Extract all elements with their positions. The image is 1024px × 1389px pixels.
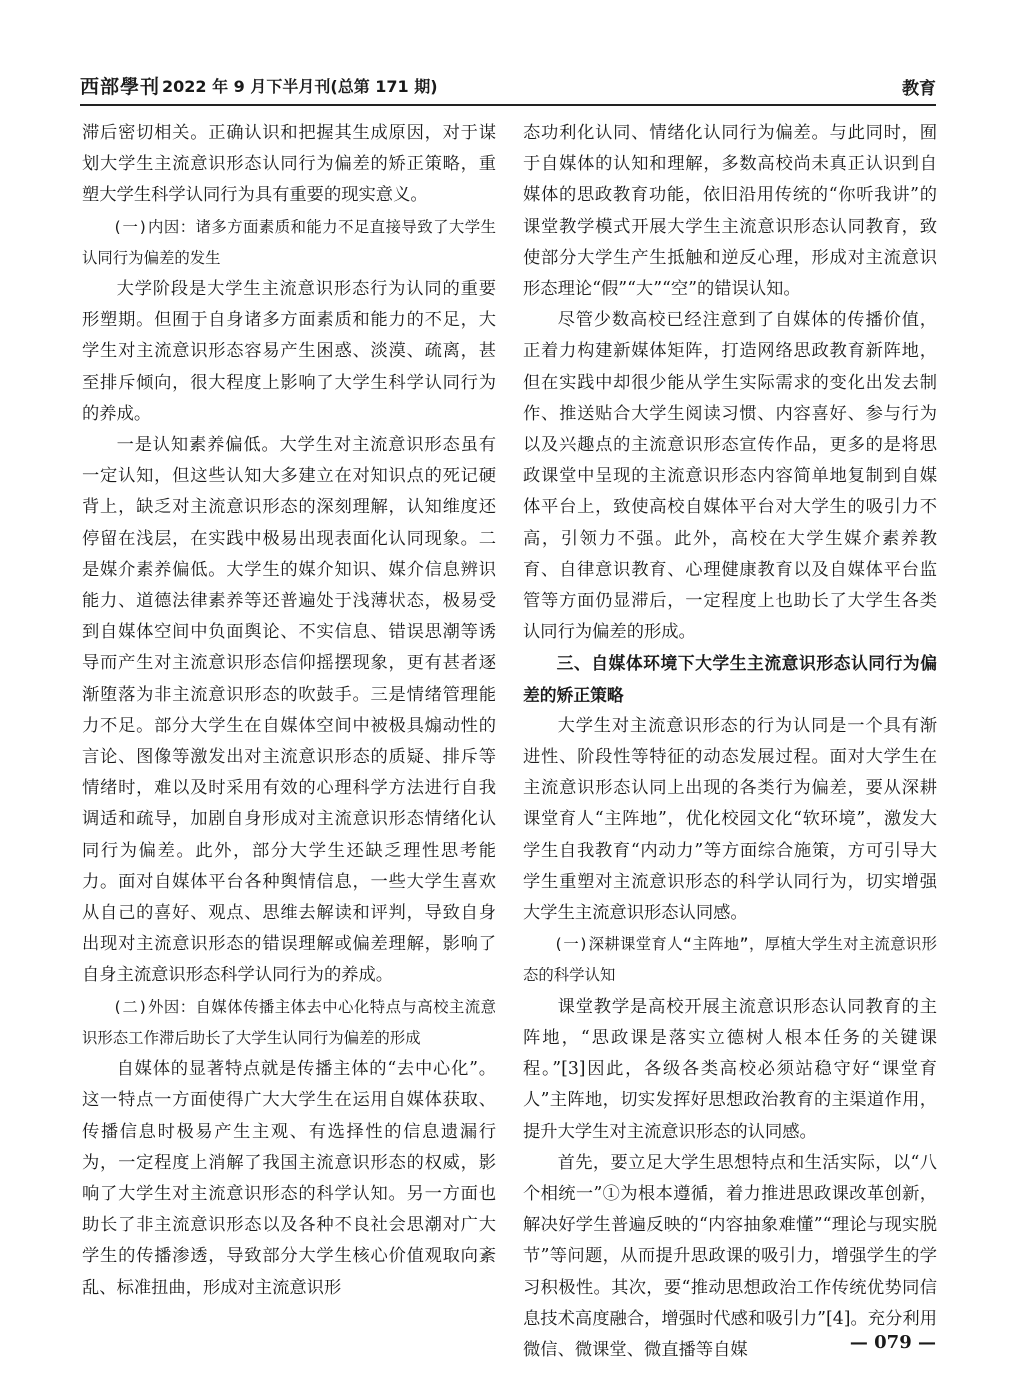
page-number: — 079 — <box>849 1332 936 1353</box>
paragraph: 大学阶段是大学生主流意识形态行为认同的重要形塑期。但囿于自身诸多方面素质和能力的不足，大学生对主流意识形态容易产生困惑、淡漠、疏离，甚至排斥倾向，很大程度上影响了大学生科学认同行为的养成。 <box>82 279 496 424</box>
journal-logo: 西部學刊 <box>80 76 161 98</box>
section-subheading: (一)内因：诸多方面素质和能力不足直接导致了大学生认同行为偏差的发生 <box>82 217 496 267</box>
right-column <box>523 118 937 1366</box>
issue-info: 2022 年 9 月下半月刊(总第 171 期) <box>162 77 438 96</box>
paragraph: 大学生对主流意识形态的行为认同是一个具有渐进性、阶段性等特征的动态发展过程。面对大学生在主流意识形态认同上出现的各类行为偏差，要从深耕课堂育人“主阵地”，优化校园文化“软环境”，激发大学生自我教育“内动力”等方面综合施策，方可引导大学生重塑对主流意识形态的科学认同行为，切实增强大学生主流意识形态认同感。 <box>523 715 937 924</box>
paragraph: 态功利化认同、情绪化认同行为偏差。与此同时，囿于自媒体的认知和理解，多数高校尚未真正认识到自媒体的思政教育功能，依旧沿用传统的“你听我讲”的课堂教学模式开展大学生主流意识形态认同教育，致使部分大学生产生抵触和逆反心理，形成对主流意识形态理论“假”“大”“空”的错误认知。 <box>523 123 937 300</box>
section-subheading: (一)深耕课堂育人“主阵地”，厚植大学生对主流意识形态的科学认知 <box>523 935 937 985</box>
section-subheading: (二)外因：自媒体传播主体去中心化特点与高校主流意识形态工作滞后助长了大学生认同行为偏差的形成 <box>82 997 496 1047</box>
paragraph: 首先，要立足大学生思想特点和生活实际，以“八个相统一”①为根本遵循，着力推进思政课改革创新，解决好学生普遍反映的“内容抽象难懂”“理论与现实脱节”等问题，从而提升思政课的吸引力，增强学生的学习积极性。其次，要“推动思想政治工作传统优势同信息技术高度融合，增强时代感和吸引力”[4]。充分利用微信、微课堂、微直播等自媒 <box>523 1152 937 1360</box>
page-header <box>80 70 936 106</box>
paragraph: 自媒体的显著特点就是传播主体的“去中心化”。这一特点一方面使得广大大学生在运用自媒体获取、传播信息时极易产生主观、有选择性的信息遗漏行为，一定程度上消解了我国主流意识形态的权威，影响了大学生对主流意识形态的科学认知。另一方面也助长了非主流意识形态以及各种不良社会思潮对广大学生的传播渗透，导致部分大学生核心价值观取向紊乱、标准扭曲，形成对主流意识形 <box>82 1059 496 1298</box>
paragraph: 滞后密切相关。正确认识和把握其生成原因，对于谋划大学生主流意识形态认同行为偏差的矫正策略，重塑大学生科学认同行为具有重要的现实意义。 <box>82 123 496 206</box>
paragraph: 一是认知素养偏低。大学生对主流意识形态虽有一定认知，但这些认知大多建立在对知识点的死记硬背上，缺乏对主流意识形态的深刻理解，认知维度还停留在浅层，在实践中极易出现表面化认同现象。二是媒介素养偏低。大学生的媒介知识、媒介信息辨识能力、道德法律素养等还普遍处于浅薄状态，极易受到自媒体空间中负面舆论、不实信息、错误思潮等诱导而产生对主流意识形态信仰摇摆现象，更有甚者逐渐堕落为非主流意识形态的吹鼓手。三是情绪管理能力不足。部分大学生在自媒体空间中被极具煽动性的言论、图像等激发出对主流意识形态的质疑、排斥等情绪时，难以及时采用有效的心理科学方法进行自我调适和疏导，加剧自身形成对主流意识形态情绪化认同行为偏差。此外，部分大学生还缺乏理性思考能力。面对自媒体平台各种舆情信息，一些大学生喜欢从自己的喜好、观点、思维去解读和评判，导致自身出现对主流意识形态的错误理解或偏差理解，影响了自身主流意识形态科学认同行为的养成。 <box>82 435 496 986</box>
paragraph: 尽管少数高校已经注意到了自媒体的传播价值，正着力构建新媒体矩阵，打造网络思政教育新阵地，但在实践中却很少能从学生实际需求的变化出发去制作、推送贴合大学生阅读习惯、内容喜好、参与行为以及兴趣点的主流意识形态宣传作品，更多的是将思政课堂中呈现的主流意识形态内容简单地复制到自媒体平台上，致使高校自媒体平台对大学生的吸引力不高，引领力不强。此外，高校在大学生媒介素养教育、自律意识教育、心理健康教育以及自媒体平台监管等方面仍显滞后，一定程度上也助长了大学生各类认同行为偏差的形成。 <box>523 310 937 643</box>
paragraph: 课堂教学是高校开展主流意识形态认同教育的主阵地，“思政课是落实立德树人根本任务的关键课程。”[3]因此，各级各类高校必须站稳守好“课堂育人”主阵地，切实发挥好思想政治教育的主渠道作用，提升大学生对主流意识形态的认同感。 <box>523 996 937 1142</box>
section-name: 教育 <box>902 79 936 99</box>
left-column <box>82 118 496 1304</box>
section-heading: 三、自媒体环境下大学生主流意识形态认同行为偏差的矫正策略 <box>523 653 937 705</box>
